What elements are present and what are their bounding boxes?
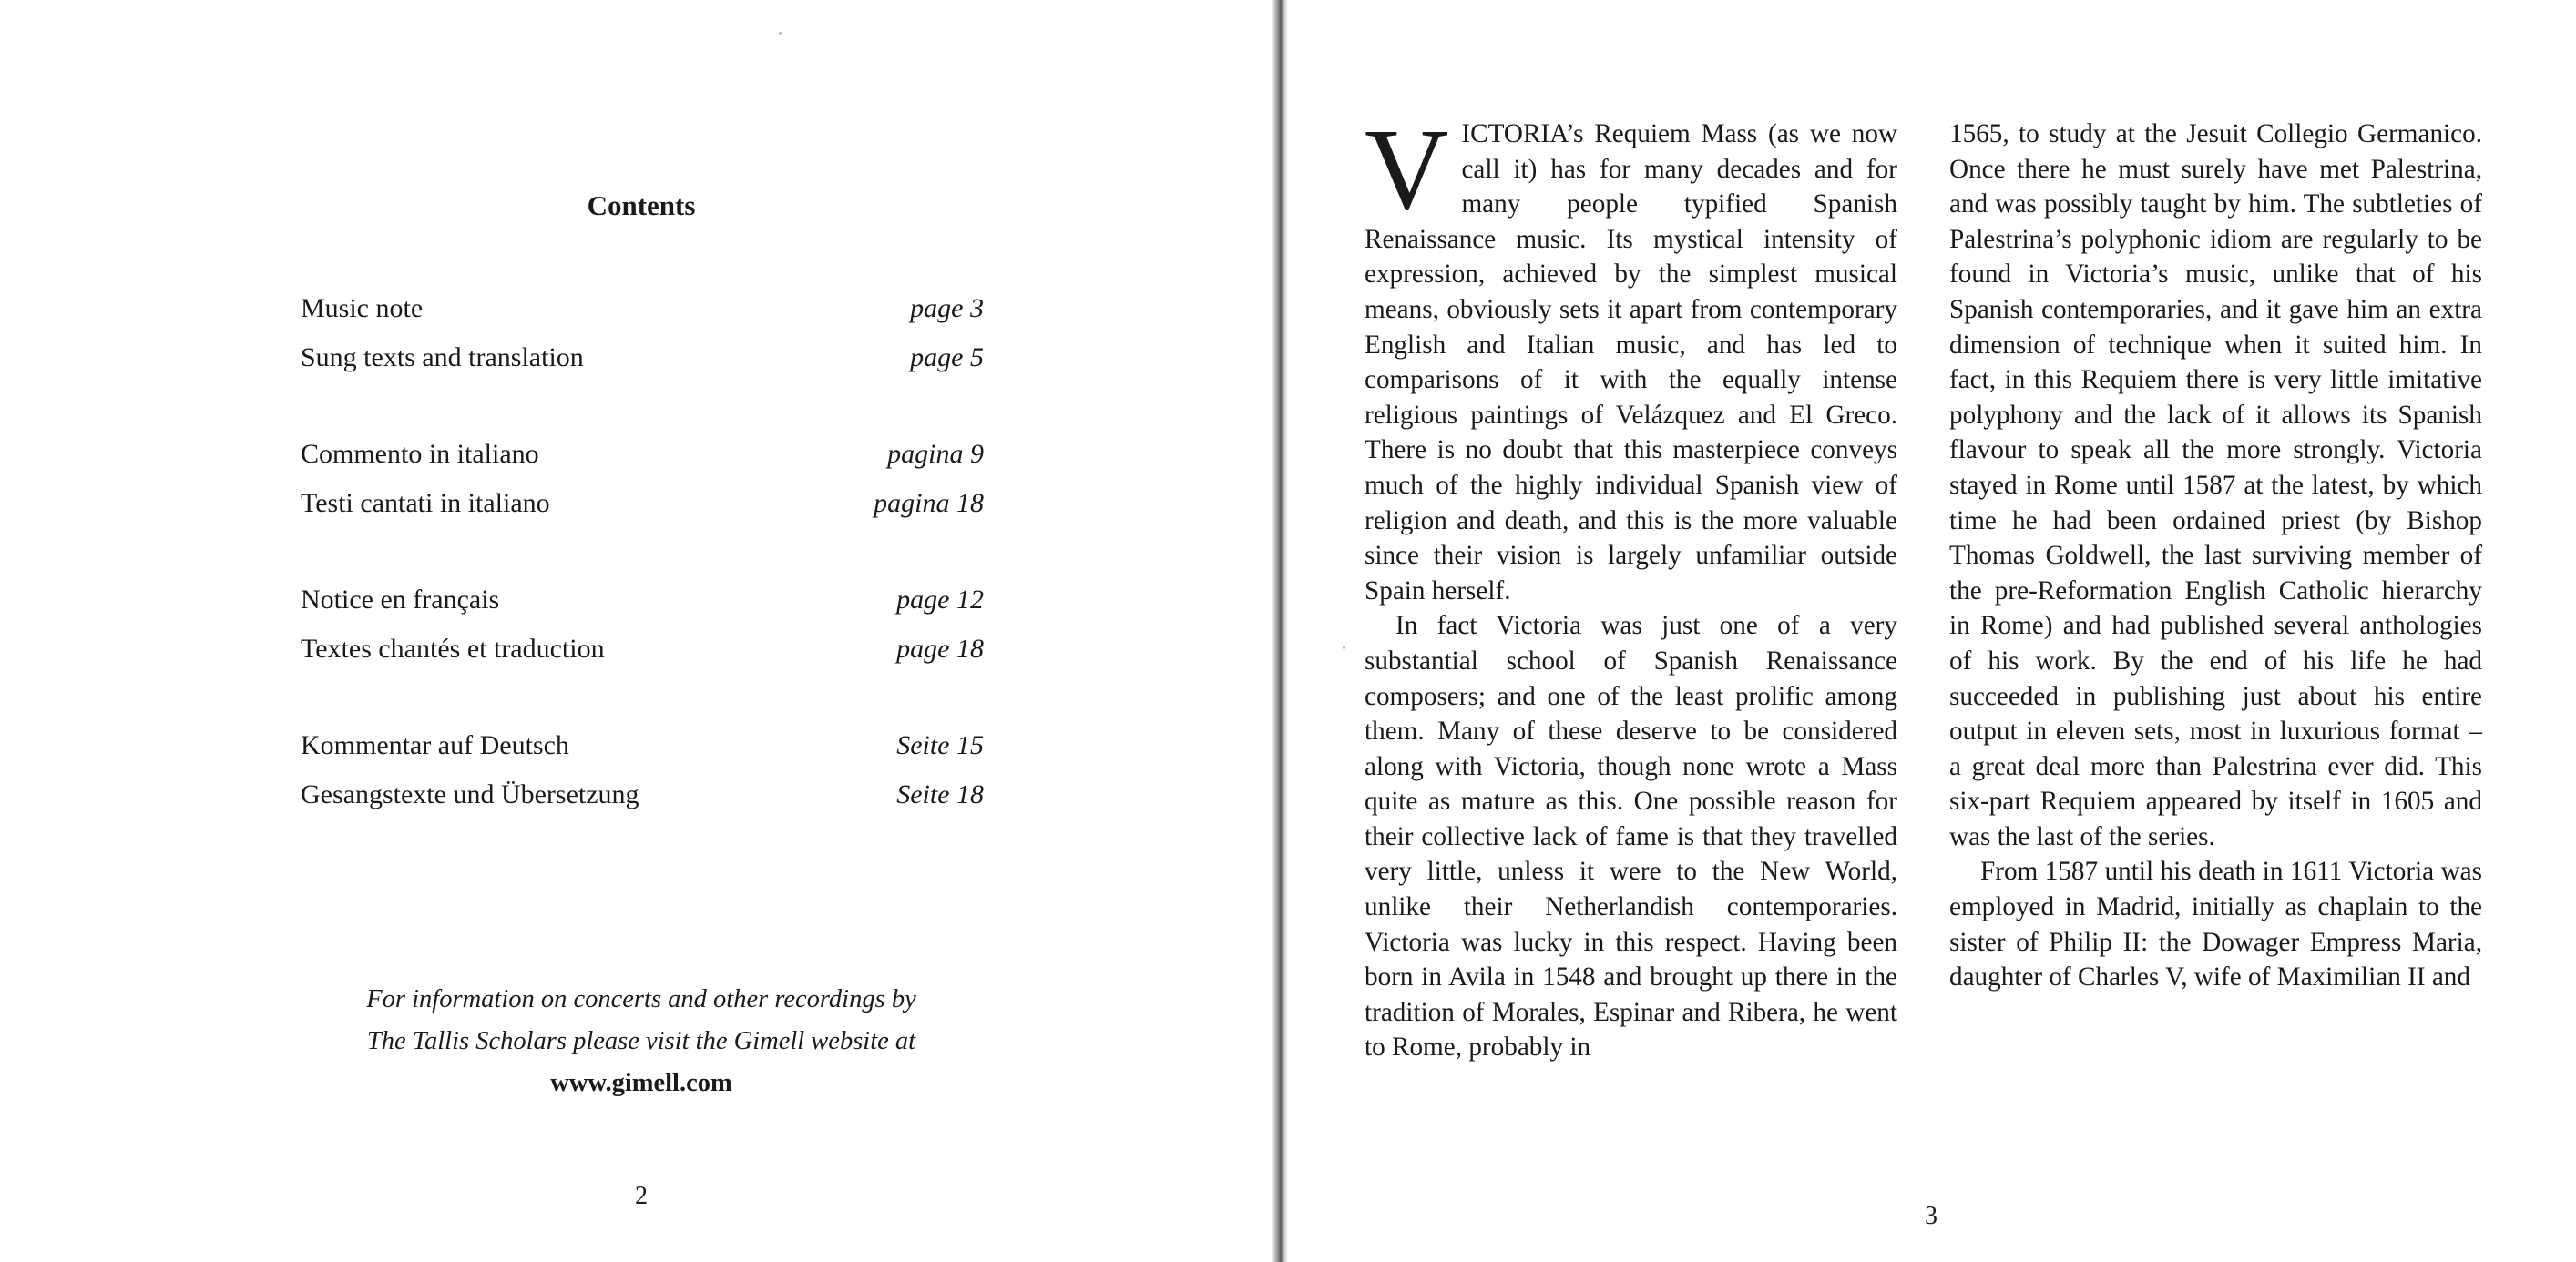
toc-entry-page: page 12 xyxy=(896,585,984,615)
toc-entry-label: Textes chantés et traduction xyxy=(301,634,605,664)
toc-entry-label: Commento in italiano xyxy=(301,439,539,469)
toc-entry[interactable] xyxy=(301,479,984,528)
toc-entry-label: Music note xyxy=(301,293,424,323)
text-column-2 xyxy=(1949,117,2482,995)
toc-entry[interactable] xyxy=(301,575,984,625)
drop-cap: V xyxy=(1365,105,1449,234)
contents-heading: Contents xyxy=(587,189,696,221)
website-link[interactable]: www.gimell.com xyxy=(550,1069,732,1097)
table-of-contents xyxy=(301,284,984,867)
toc-entry-label: Sung texts and translation xyxy=(301,342,584,372)
toc-entry[interactable] xyxy=(301,333,984,382)
toc-group-english xyxy=(301,284,984,382)
toc-entry[interactable] xyxy=(301,721,984,770)
toc-entry-page: page 3 xyxy=(910,293,984,323)
toc-entry[interactable] xyxy=(301,625,984,674)
website-info xyxy=(0,979,1283,1104)
toc-entry[interactable] xyxy=(301,770,984,819)
toc-entry[interactable] xyxy=(301,430,984,479)
toc-entry-page: Seite 15 xyxy=(896,730,984,760)
toc-entry-page: page 5 xyxy=(910,342,984,372)
toc-group-italian xyxy=(301,430,984,528)
toc-entry-label: Kommentar auf Deutsch xyxy=(301,730,569,760)
toc-entry-label: Notice en français xyxy=(301,585,500,615)
scan-speck xyxy=(1343,646,1345,649)
paragraph: In fact Victoria was just one of a very substantial school of Spanish Renaissance composers; and one of the least prolific among them. Many of these deserve to be considered along with Victoria, though none wrote a Mass quite as mature as this. One possible reason for their collective lack of fame is that they travelled very little, unless it were to the New World, unlike their Netherlandish contemporaries. Victoria was lucky in this respect. Having been born in Avila in 1548 and brought up there in the tradition of Morales, Espinar and Ribera, he went to Rome, probably in xyxy=(1365,611,1897,1063)
text-column-1 xyxy=(1365,105,1897,1065)
toc-entry[interactable] xyxy=(301,284,984,333)
page-number-right: 3 xyxy=(1925,1202,1937,1230)
toc-entry-page: pagina 18 xyxy=(874,488,984,518)
paragraph xyxy=(1365,105,1897,608)
scan-speck xyxy=(779,32,782,35)
info-line: The Tallis Scholars please visit the Gimell website at xyxy=(366,1027,916,1055)
toc-entry-page: page 18 xyxy=(896,634,984,664)
toc-group-french xyxy=(301,575,984,674)
paragraph: 1565, to study at the Jesuit Collegio Germanico. Once there he must surely have met Palestrina, and was possibly taught by him. The subtleties of Palestrina’s polyphonic idiom are regularly to be found in Victoria’s music, unlike that of his Spanish contemporaries, and it gave him an extra dimension of technique when it suited him. In fact, in this Requiem there is very little imitative polyphony and the lack of it allows its Spanish flavour to speak all the more strongly. Victoria stayed in Rome until 1587 at the latest, by which time he had been ordained priest (by Bishop Thomas Goldwell, the last surviving member of the pre-Reformation English Catholic hierarchy in Rome) and had published several anthologies of his work. By the end of his life he had succeeded in publishing just about his entire output in eleven sets, most in luxurious format – a great deal more than Palestrina ever did. This six-part Requiem appeared by itself in 1605 and was the last of the series. xyxy=(1949,119,2482,851)
page-number-left: 2 xyxy=(635,1182,648,1210)
paragraph: From 1587 until his death in 1611 Victoria was employed in Madrid, initially as chaplain to the sister of Philip II: the Dowager Empress Maria, daughter of Charles V, wife of Maximilian II and xyxy=(1949,857,2482,992)
toc-entry-label: Testi cantati in italiano xyxy=(301,488,550,518)
toc-group-german xyxy=(301,721,984,819)
toc-entry-page: pagina 9 xyxy=(887,439,984,469)
paragraph-text: ICTORIA’s Requiem Mass (as we now call it) has for many decades and for many people typified Spanish Renaissance music. Its mystical intensity of expression, achieved by the simplest musical means, obviously sets it apart from contemporary English and Italian music, and has led to comparisons of it with the equally intense religious paintings of Velázquez and El Greco. There is no doubt that this masterpiece conveys much of the highly individual Spanish view of religion and death, and this is the more valuable since their vision is largely unfamiliar outside Spain herself. xyxy=(1365,119,1897,606)
toc-entry-label: Gesangstexte und Übersetzung xyxy=(301,779,639,809)
toc-entry-page: Seite 18 xyxy=(896,779,984,809)
info-line: For information on concerts and other recordings by xyxy=(366,985,916,1013)
